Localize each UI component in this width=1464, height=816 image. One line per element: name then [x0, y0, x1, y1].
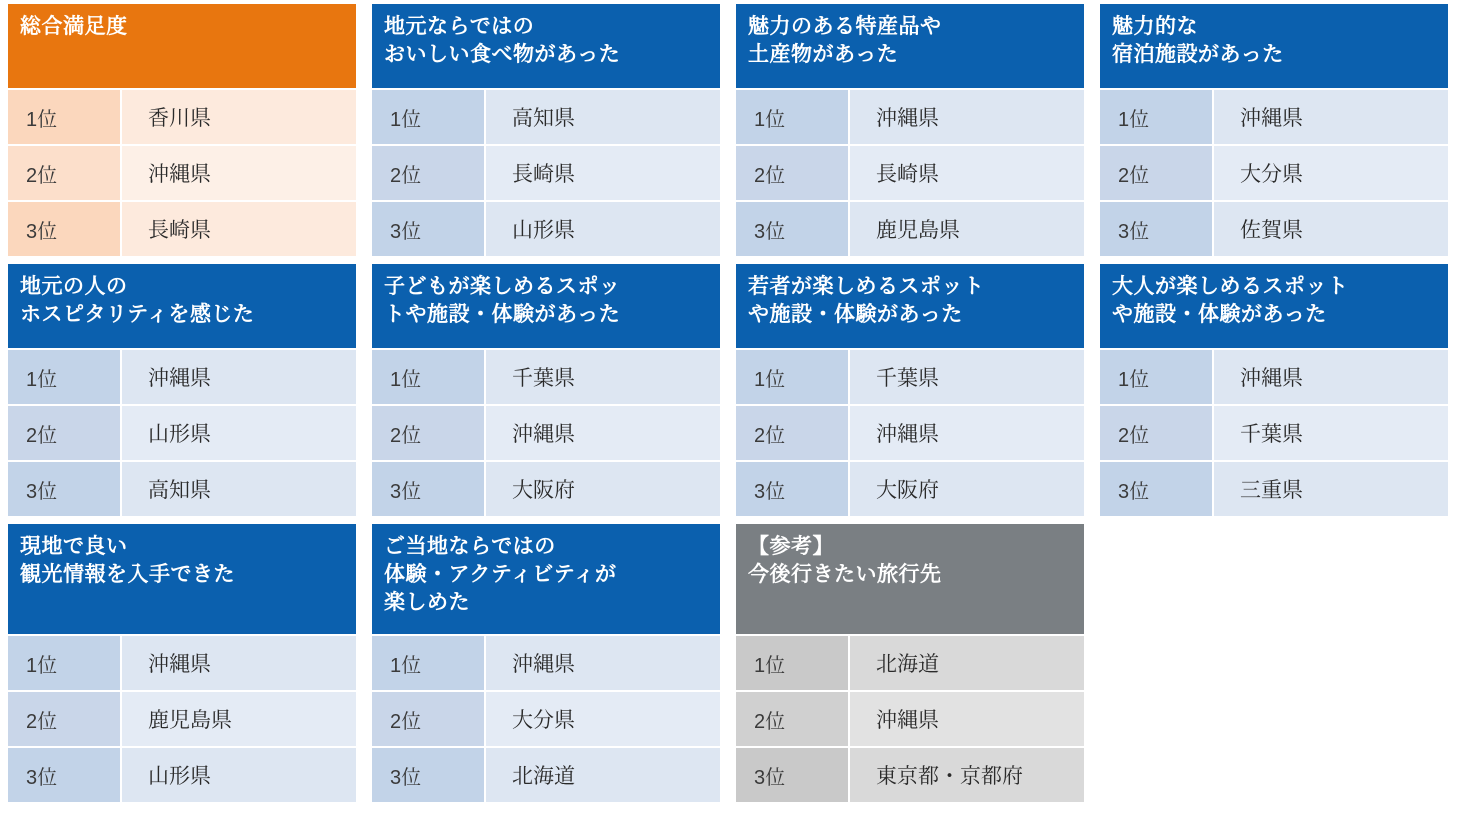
rank-value: 高知県 — [122, 462, 356, 516]
table-row — [8, 350, 356, 404]
table-row — [372, 748, 720, 802]
table-row — [8, 90, 356, 144]
rank-label: 1位 — [8, 636, 120, 690]
table-row — [736, 202, 1084, 256]
card-title — [8, 264, 356, 348]
table-row — [8, 406, 356, 460]
table-row — [372, 202, 720, 256]
rank-label: 1位 — [736, 350, 848, 404]
ranking-card — [1100, 264, 1448, 516]
rank-label: 2位 — [736, 406, 848, 460]
rank-label: 3位 — [8, 202, 120, 256]
rank-value: 香川県 — [122, 90, 356, 144]
rank-value: 千葉県 — [486, 350, 720, 404]
card-title — [736, 524, 1084, 634]
card-title — [736, 264, 1084, 348]
table-row — [736, 90, 1084, 144]
card-title-line: 今後行きたい旅行先 — [748, 563, 942, 586]
table-row — [736, 748, 1084, 802]
rank-value: 千葉県 — [850, 350, 1084, 404]
rank-label: 3位 — [1100, 202, 1212, 256]
rank-value: 大分県 — [486, 692, 720, 746]
rank-value: 佐賀県 — [1214, 202, 1448, 256]
ranking-card — [8, 264, 356, 516]
card-title-line: 体験・アクティビティが — [384, 563, 617, 586]
card-title-line: 土産物があった — [748, 43, 899, 66]
card-title-line: 宿泊施設があった — [1112, 43, 1284, 66]
table-row — [372, 146, 720, 200]
rank-label: 1位 — [1100, 350, 1212, 404]
rank-label: 1位 — [736, 636, 848, 690]
table-row — [372, 406, 720, 460]
rank-label: 2位 — [1100, 146, 1212, 200]
rank-label: 2位 — [372, 692, 484, 746]
table-row — [372, 636, 720, 690]
rank-value: 高知県 — [486, 90, 720, 144]
table-row — [372, 350, 720, 404]
rank-label: 2位 — [8, 406, 120, 460]
rank-label: 1位 — [372, 636, 484, 690]
rank-value: 沖縄県 — [1214, 90, 1448, 144]
card-title-line: や施設・体験があった — [1112, 303, 1327, 326]
ranking-card — [372, 524, 720, 802]
card-title-line: 地元の人の — [20, 275, 128, 298]
rank-label: 3位 — [736, 748, 848, 802]
rank-value: 千葉県 — [1214, 406, 1448, 460]
card-title — [372, 4, 720, 88]
rank-label: 3位 — [8, 462, 120, 516]
table-row — [736, 146, 1084, 200]
rank-value: 鹿児島県 — [850, 202, 1084, 256]
table-row — [736, 406, 1084, 460]
rank-label: 3位 — [372, 748, 484, 802]
table-row — [1100, 90, 1448, 144]
card-title-line: 若者が楽しめるスポット — [748, 275, 985, 298]
rank-label: 3位 — [372, 202, 484, 256]
rank-label: 1位 — [372, 350, 484, 404]
rank-value: 長崎県 — [850, 146, 1084, 200]
card-title — [736, 4, 1084, 88]
rank-value: 東京都・京都府 — [850, 748, 1084, 802]
card-title — [372, 264, 720, 348]
table-row — [736, 692, 1084, 746]
rank-label: 2位 — [372, 146, 484, 200]
rank-label: 3位 — [1100, 462, 1212, 516]
card-title-line: 観光情報を入手できた — [20, 563, 235, 586]
table-row — [1100, 146, 1448, 200]
table-row — [8, 146, 356, 200]
ranking-card — [736, 524, 1084, 802]
rank-value: 鹿児島県 — [122, 692, 356, 746]
table-row — [8, 202, 356, 256]
card-title-line: 現地で良い — [20, 535, 128, 558]
table-row — [372, 90, 720, 144]
card-title-line: 楽しめた — [384, 591, 470, 614]
ranking-card — [736, 4, 1084, 256]
card-title-line: 総合満足度 — [20, 15, 128, 38]
rank-value: 長崎県 — [122, 202, 356, 256]
table-row — [736, 350, 1084, 404]
rank-value: 沖縄県 — [486, 406, 720, 460]
rank-label: 2位 — [736, 146, 848, 200]
rank-value: 北海道 — [850, 636, 1084, 690]
rank-label: 3位 — [736, 462, 848, 516]
card-title-line: 魅力的な — [1112, 15, 1198, 38]
rank-value: 長崎県 — [486, 146, 720, 200]
rank-value: 沖縄県 — [122, 146, 356, 200]
card-title-line: 地元ならではの — [384, 15, 535, 38]
rank-value: 山形県 — [486, 202, 720, 256]
rank-value: 沖縄県 — [850, 406, 1084, 460]
rank-label: 2位 — [8, 692, 120, 746]
rank-value: 沖縄県 — [850, 90, 1084, 144]
table-row — [8, 692, 356, 746]
rank-value: 山形県 — [122, 406, 356, 460]
table-row — [8, 748, 356, 802]
rank-label: 2位 — [372, 406, 484, 460]
card-title — [8, 524, 356, 634]
rank-label: 1位 — [736, 90, 848, 144]
ranking-card — [8, 4, 356, 256]
table-row — [1100, 462, 1448, 516]
ranking-card — [8, 524, 356, 802]
ranking-card — [736, 264, 1084, 516]
rank-value: 沖縄県 — [122, 350, 356, 404]
card-title-line: や施設・体験があった — [748, 303, 963, 326]
table-row — [736, 636, 1084, 690]
card-title-line: 子どもが楽しめるスポッ — [384, 275, 621, 298]
card-title — [372, 524, 720, 634]
rank-value: 三重県 — [1214, 462, 1448, 516]
table-row — [8, 636, 356, 690]
rank-label: 2位 — [736, 692, 848, 746]
rank-label: 3位 — [736, 202, 848, 256]
rank-label: 1位 — [372, 90, 484, 144]
rank-label: 3位 — [8, 748, 120, 802]
table-row — [372, 692, 720, 746]
table-row — [1100, 202, 1448, 256]
rank-label: 2位 — [1100, 406, 1212, 460]
rank-label: 1位 — [1100, 90, 1212, 144]
card-title-line: ホスピタリティを感じた — [20, 303, 255, 326]
card-title — [8, 4, 356, 88]
card-title-line: 大人が楽しめるスポット — [1112, 275, 1349, 298]
rank-label: 2位 — [8, 146, 120, 200]
ranking-card — [372, 264, 720, 516]
card-title-line: 魅力のある特産品や — [748, 15, 942, 38]
rank-label: 3位 — [372, 462, 484, 516]
rank-value: 沖縄県 — [850, 692, 1084, 746]
ranking-card — [372, 4, 720, 256]
card-title-line: 【参考】 — [748, 535, 834, 558]
rank-value: 大阪府 — [486, 462, 720, 516]
table-row — [1100, 406, 1448, 460]
rank-value: 沖縄県 — [486, 636, 720, 690]
rank-label: 1位 — [8, 350, 120, 404]
ranking-card — [1100, 4, 1448, 256]
rank-value: 沖縄県 — [1214, 350, 1448, 404]
rank-value: 山形県 — [122, 748, 356, 802]
card-title-line: トや施設・体験があった — [384, 303, 621, 326]
table-row — [8, 462, 356, 516]
table-row — [372, 462, 720, 516]
table-row — [1100, 350, 1448, 404]
table-row — [736, 462, 1084, 516]
rank-value: 北海道 — [486, 748, 720, 802]
card-title-line: おいしい食べ物があった — [384, 43, 621, 66]
rank-value: 大分県 — [1214, 146, 1448, 200]
rank-value: 沖縄県 — [122, 636, 356, 690]
card-title — [1100, 4, 1448, 88]
rank-label: 1位 — [8, 90, 120, 144]
rank-value: 大阪府 — [850, 462, 1084, 516]
card-title-line: ご当地ならではの — [384, 535, 556, 558]
card-title — [1100, 264, 1448, 348]
